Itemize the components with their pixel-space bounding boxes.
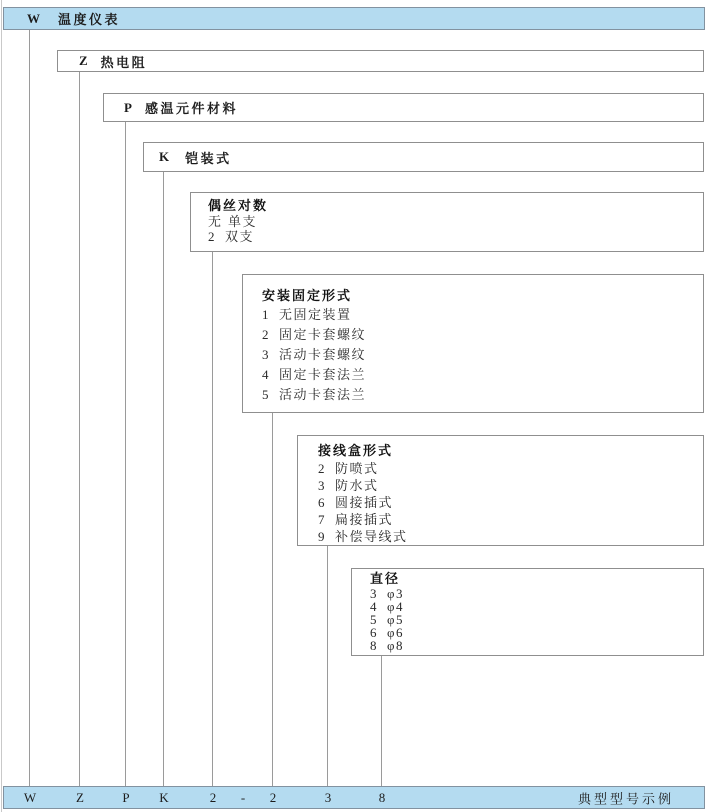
- option-item-code: 6: [370, 625, 377, 640]
- option-item-code: 7: [318, 512, 325, 527]
- option-item-label: 单支: [228, 214, 258, 229]
- option-item: [262, 345, 703, 365]
- option-item: [370, 600, 703, 613]
- option-item-code: 4: [262, 367, 269, 382]
- option-item-code: 5: [262, 387, 269, 402]
- option-item: [208, 214, 703, 229]
- option-item: [208, 229, 703, 244]
- option-item: [262, 365, 703, 385]
- option-item-code: 3: [262, 347, 269, 362]
- option-item-code: 2: [262, 327, 269, 342]
- example-code: 2: [209, 789, 217, 805]
- option-box-junction-box-form: [297, 435, 704, 546]
- connector-line-mounting: [272, 413, 273, 786]
- option-item: [262, 305, 703, 325]
- connector-line-pairs: [212, 252, 213, 786]
- example-code: K: [159, 789, 169, 805]
- option-item-label: 防水式: [335, 478, 379, 493]
- option-item-code: 2: [318, 461, 325, 476]
- connector-line-junction-box: [327, 546, 328, 786]
- option-item: [370, 639, 703, 652]
- code-letter-k: K: [159, 149, 170, 164]
- option-item-label: 圆接插式: [335, 495, 394, 510]
- example-code: W: [23, 789, 37, 805]
- example-model-bar: [3, 786, 705, 809]
- option-item: [318, 477, 703, 494]
- code-letter-p: P: [124, 99, 132, 115]
- option-item-label: 无固定装置: [279, 307, 352, 322]
- option-item-code: 5: [370, 612, 377, 627]
- option-item-label: 固定卡套螺纹: [279, 327, 367, 342]
- header-bar-temperature-instrument: [3, 7, 705, 30]
- option-item-code: 无: [208, 214, 222, 229]
- option-item-label: φ5: [387, 612, 405, 627]
- option-item-code: 3: [370, 586, 377, 601]
- option-item-code: 8: [370, 638, 377, 653]
- header-label: 铠装式: [185, 150, 232, 166]
- header-box-thermal-resistance: [57, 50, 704, 72]
- option-item-label: φ4: [387, 599, 405, 614]
- header-label: 感温元件材料: [144, 101, 238, 116]
- connector-line-w: [29, 30, 30, 786]
- header-label: 热电阻: [100, 54, 148, 70]
- option-item-code: 4: [370, 599, 377, 614]
- page-left-rule: [1, 0, 2, 812]
- option-item: [370, 626, 703, 639]
- option-box-title: 直径: [370, 571, 401, 586]
- option-item-code: 2: [208, 229, 215, 244]
- option-box-title: 偶丝对数: [208, 198, 269, 213]
- option-box-title: 安装固定形式: [262, 288, 353, 303]
- option-item: [370, 613, 703, 626]
- option-item-label: φ3: [387, 586, 405, 601]
- option-box-title: 接线盒形式: [318, 443, 394, 458]
- example-code: 8: [378, 789, 386, 805]
- option-item-label: φ6: [387, 625, 405, 640]
- code-letter-z: Z: [79, 53, 88, 68]
- option-box-diameter: [351, 568, 704, 656]
- example-code: Z: [76, 789, 84, 805]
- header-box-armored-type: [143, 142, 704, 172]
- option-item: [318, 511, 703, 528]
- option-box-mounting-form: [242, 274, 704, 413]
- code-letter-w: W: [27, 10, 40, 26]
- example-caption: 典型型号示例: [577, 791, 674, 806]
- connector-line-diameter: [381, 656, 382, 786]
- option-item-label: 活动卡套螺纹: [279, 347, 367, 362]
- option-item-label: 扁接插式: [335, 512, 394, 527]
- connector-line-z: [79, 72, 80, 786]
- option-item-code: 9: [318, 529, 325, 544]
- connector-line-p: [125, 122, 126, 786]
- option-item-label: 活动卡套法兰: [279, 387, 367, 402]
- option-item: [318, 528, 703, 545]
- option-item-label: 防喷式: [335, 461, 379, 476]
- option-item: [318, 494, 703, 511]
- option-item: [262, 385, 703, 405]
- example-code: 2: [269, 789, 277, 805]
- example-code-hyphen: -: [240, 789, 246, 805]
- option-item-label: 补偿导线式: [335, 529, 408, 544]
- header-box-sensing-element-material: [103, 93, 704, 122]
- option-item-label: φ8: [387, 638, 405, 653]
- option-item-code: 3: [318, 478, 325, 493]
- option-item-code: 6: [318, 495, 325, 510]
- example-code: P: [122, 789, 130, 805]
- option-item: [262, 325, 703, 345]
- header-label: 温度仪表: [58, 12, 121, 27]
- option-item: [370, 587, 703, 600]
- option-item: [318, 460, 703, 477]
- option-box-wire-pairs: [190, 192, 704, 252]
- option-item-label: 双支: [225, 229, 255, 244]
- example-code: 3: [324, 789, 332, 805]
- option-item-label: 固定卡套法兰: [279, 367, 367, 382]
- connector-line-k: [163, 172, 164, 786]
- option-item-code: 1: [262, 307, 269, 322]
